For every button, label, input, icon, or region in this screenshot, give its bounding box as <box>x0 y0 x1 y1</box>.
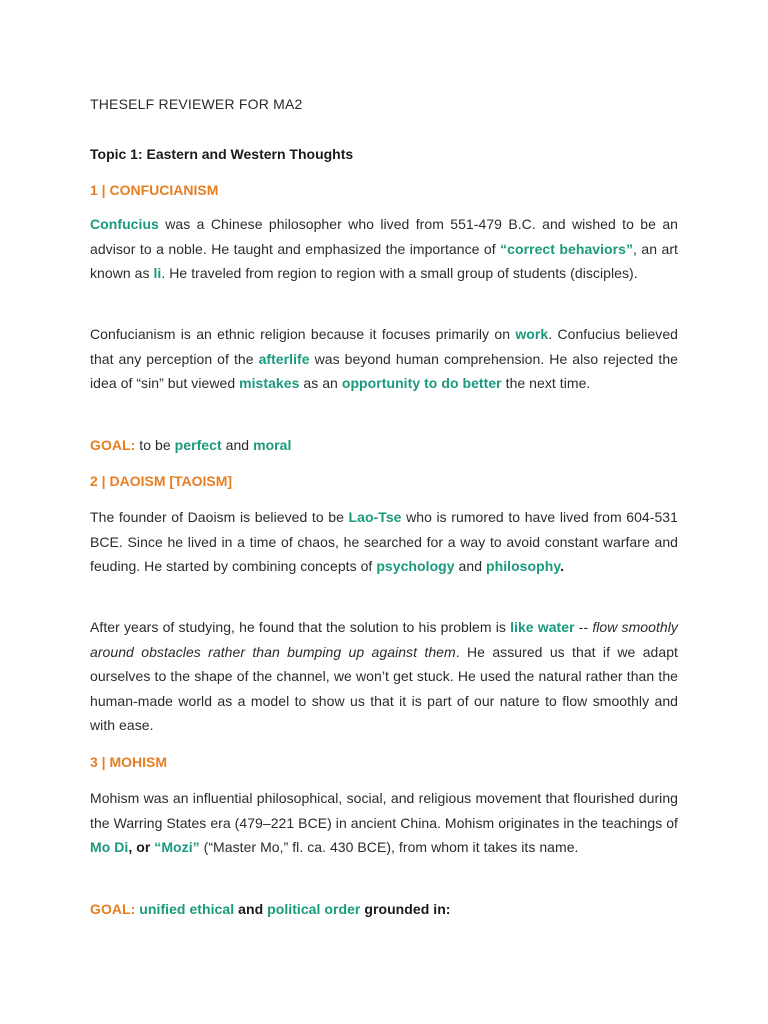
highlight-opportunity: opportunity to do better <box>341 375 502 391</box>
highlight-mistakes: mistakes <box>239 375 300 391</box>
highlight-mozi: “Mozi” <box>154 839 200 855</box>
text: . Confucius believed that any perception of the <box>90 326 678 367</box>
text: Mohism was an influential philosophical, social, and religious movement that flourished during the Warring States era (479–221 BCE) in ancient China. Mohism originates in the teachings of <box>90 790 678 831</box>
italic-flow-smoothly: flow smoothly around obstacles rather than bumping up against them <box>90 619 678 660</box>
section-heading-daoism: 2 | DAOISM [TAOISM] <box>90 473 233 489</box>
text: -- <box>574 619 593 635</box>
paragraph-mohism <box>90 786 678 860</box>
text: . He traveled from region to region with a small group of students (disciples). <box>161 265 638 281</box>
text: , an art known as <box>90 240 679 281</box>
highlight-mo-di: Mo Di <box>90 839 129 855</box>
text: After years of studying, he found that the solution to his problem is <box>90 619 511 635</box>
paragraph-confucius-intro <box>90 212 678 286</box>
highlight-moral: moral <box>253 437 292 453</box>
text: The founder of Daoism is believed to be <box>90 509 349 525</box>
highlight-philosophy: philosophy <box>486 558 561 574</box>
text: , or <box>128 839 155 855</box>
highlight-like-water: like water <box>510 619 575 635</box>
text: was a Chinese philosopher who lived from 551-479 B.C. and wished to be an advisor to a noble. He taught and emphasized the importance of <box>90 216 678 257</box>
text: was beyond human comprehension. He also rejected the idea of “sin” but viewed <box>90 350 678 391</box>
text: and <box>234 901 268 917</box>
paragraph-daoism-water <box>90 615 678 738</box>
highlight-confucius: Confucius <box>90 216 159 232</box>
text: . <box>560 558 565 574</box>
highlight-political-order: political order <box>267 901 361 917</box>
highlight-work: work <box>515 326 549 342</box>
highlight-correct-behaviors: “correct behaviors” <box>500 240 634 257</box>
text: and <box>221 437 254 453</box>
text: (“Master Mo,” fl. ca. 430 BCE), from whom it takes its name. <box>199 839 579 855</box>
text: . He assured us that if we adapt ourselves to the shape of the channel, we won’t get stuck. He used the natural rather than the human-made world as a model to show us that it is part of our nature to flow smoothly and with ease. <box>90 643 678 733</box>
goal-label: GOAL: <box>90 437 136 453</box>
goal-confucianism <box>90 433 678 458</box>
text: as an <box>299 375 342 391</box>
highlight-lao-tse: Lao-Tse <box>348 509 402 525</box>
topic-title: Topic 1: Eastern and Western Thoughts <box>90 146 354 162</box>
paragraph-daoism-founder <box>90 505 678 579</box>
text: grounded in: <box>360 901 451 917</box>
section-heading-confucianism: 1 | CONFUCIANISM <box>90 182 219 198</box>
highlight-perfect: perfect <box>174 437 222 453</box>
highlight-li: li <box>153 265 162 281</box>
section-heading-mohism: 3 | MOHISM <box>90 754 168 770</box>
text: and <box>454 558 486 574</box>
highlight-afterlife: afterlife <box>258 350 310 367</box>
paragraph-confucianism-religion <box>90 322 678 396</box>
document-title: THESELF REVIEWER FOR MA2 <box>90 96 303 112</box>
text: the next time. <box>501 375 591 391</box>
text: to be <box>135 437 175 453</box>
text: who is rumored to have lived from 604-531 BCE. Since he lived in a time of chaos, he searched for a way to avoid constant warfare and feuding. He started by combining concepts of <box>90 509 678 574</box>
highlight-psychology: psychology <box>376 558 455 574</box>
text: Confucianism is an ethnic religion because it focuses primarily on <box>90 326 516 342</box>
goal-mohism <box>90 897 678 922</box>
highlight-unified-ethical: unified ethical <box>135 901 235 917</box>
goal-label: GOAL: <box>90 901 136 917</box>
